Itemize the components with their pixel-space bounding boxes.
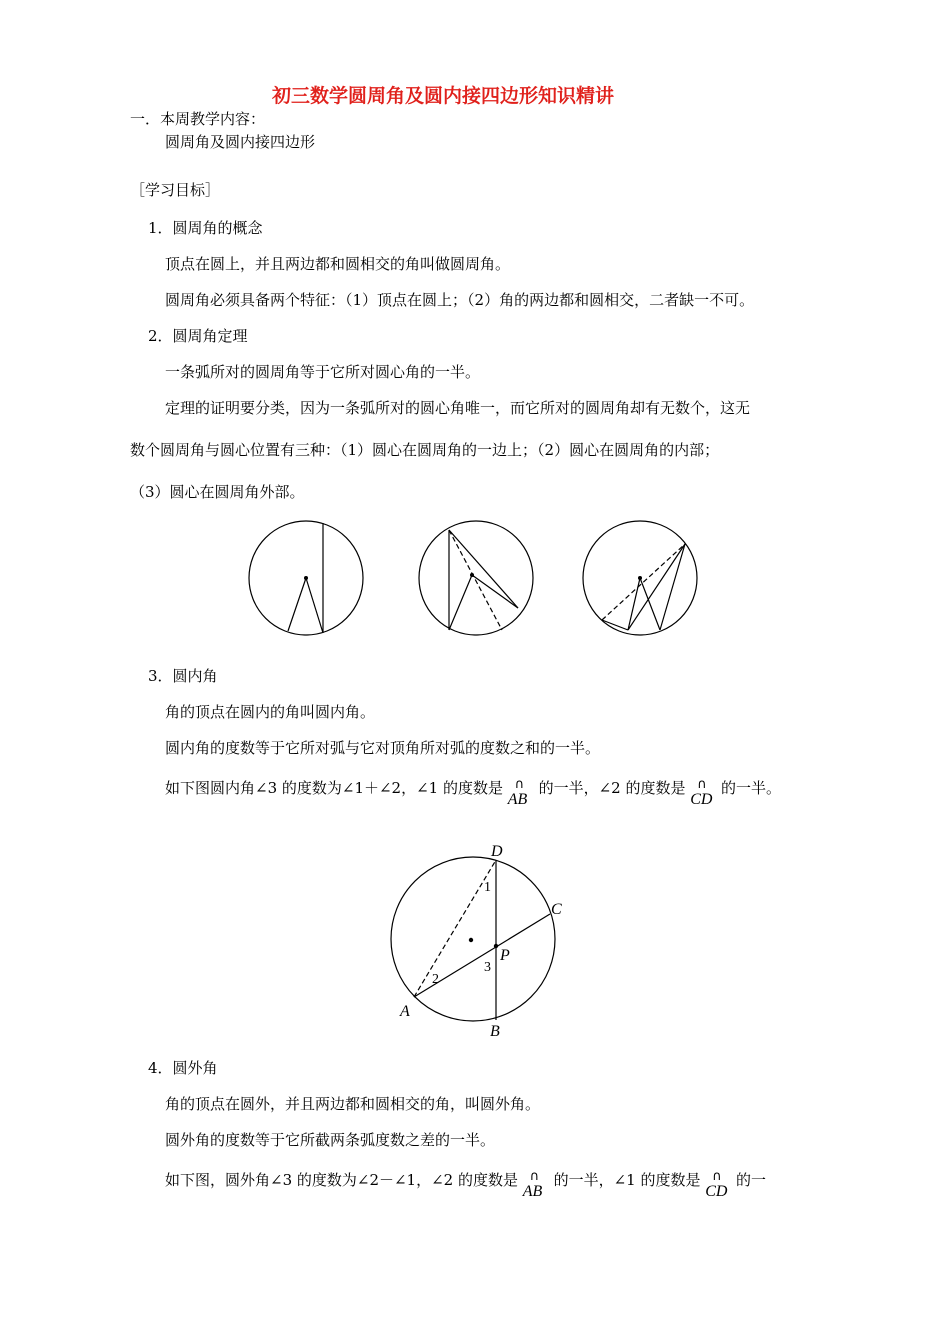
case1-center-dot (304, 576, 308, 580)
label-C: C (551, 901, 562, 918)
inscribed-angle-cases-figure (240, 520, 710, 645)
item4-paragraph3-text1: 如下图，圆外角∠3 的度数为∠2－∠1，∠2 的度数是 (165, 1171, 518, 1189)
item4-heading: 4．圆外角 (148, 1059, 218, 1077)
item2-paragraph2-line3: （3）圆心在圆周角外部。 (130, 483, 305, 501)
item2-paragraph2-line1: 定理的证明要分类，因为一条弧所对的圆心角唯一，而它所对的圆周角却有无数个，这无 (165, 399, 751, 417)
item2-paragraph2-line2: 数个圆周角与圆心位置有三种：（1）圆心在圆周角的一边上；（2）圆心在圆周角的内部； (130, 441, 720, 459)
item4-paragraph3-text3: 的一 (736, 1171, 767, 1189)
page-title: 初三数学圆周角及圆内接四边形知识精讲 (272, 85, 615, 107)
label-P: P (500, 947, 510, 964)
item1-heading: 1．圆周角的概念 (148, 219, 263, 237)
item3-heading: 3．圆内角 (148, 667, 218, 685)
item3-paragraph3-text2: 的一半，∠2 的度数是 (538, 779, 686, 797)
label-D: D (491, 843, 503, 860)
label-B: B (490, 1023, 500, 1040)
case3-center-dot (638, 576, 642, 580)
item1-paragraph2: 圆周角必须具备两个特征：（1）顶点在圆上；（2）角的两边都和圆相交，二者缺一不可。 (165, 291, 755, 309)
arc-symbol: ∩ (712, 1169, 722, 1184)
item4-paragraph1: 角的顶点在圆外，并且两边都和圆相交的角，叫圆外角。 (165, 1095, 541, 1113)
arc-cd-label: ∩ CD (690, 777, 713, 808)
item2-heading: 2．圆周角定理 (148, 327, 248, 345)
item4-paragraph3-text2: 的一半，∠1 的度数是 (553, 1171, 701, 1189)
label-A: A (400, 1003, 410, 1020)
angle-label-3: 3 (484, 960, 491, 975)
circle-center-dot (469, 938, 473, 942)
item3-paragraph2: 圆内角的度数等于它所对弧与它对顶角所对弧的度数之和的一半。 (165, 739, 601, 757)
intersection-point (494, 944, 498, 948)
item3-paragraph3-text3: 的一半。 (721, 779, 782, 797)
arc-cd-label: ∩ CD (705, 1169, 728, 1200)
arc-ab-label: ∩ AB (522, 1169, 543, 1200)
item3-paragraph3-text1: 如下图圆内角∠3 的度数为∠1＋∠2，∠1 的度数是 (165, 779, 503, 797)
inner-angle-figure (380, 836, 580, 1046)
section-content: 圆周角及圆内接四边形 (165, 133, 316, 151)
arc-symbol: ∩ (697, 777, 707, 792)
item4-paragraph3 (165, 1169, 767, 1200)
item3-paragraph1: 角的顶点在圆内的角叫圆内角。 (165, 703, 376, 721)
case2-center-dot (470, 573, 474, 577)
angle-label-1: 1 (484, 880, 491, 895)
arc-symbol: ∩ (514, 777, 525, 792)
angle-label-2: 2 (432, 972, 439, 987)
section-heading: 一．本周教学内容： (130, 110, 266, 128)
item4-paragraph2: 圆外角的度数等于它所截两条弧度数之差的一半。 (165, 1131, 496, 1149)
item3-paragraph3 (165, 777, 782, 808)
arc-ab-label: ∩ AB (507, 777, 528, 808)
item1-paragraph1: 顶点在圆上，并且两边都和圆相交的角叫做圆周角。 (165, 255, 511, 273)
objectives-heading: ［学习目标］ (130, 181, 221, 199)
item2-paragraph1: 一条弧所对的圆周角等于它所对圆心角的一半。 (165, 363, 481, 381)
arc-symbol: ∩ (529, 1169, 540, 1184)
case2-circle-figure (419, 521, 533, 635)
